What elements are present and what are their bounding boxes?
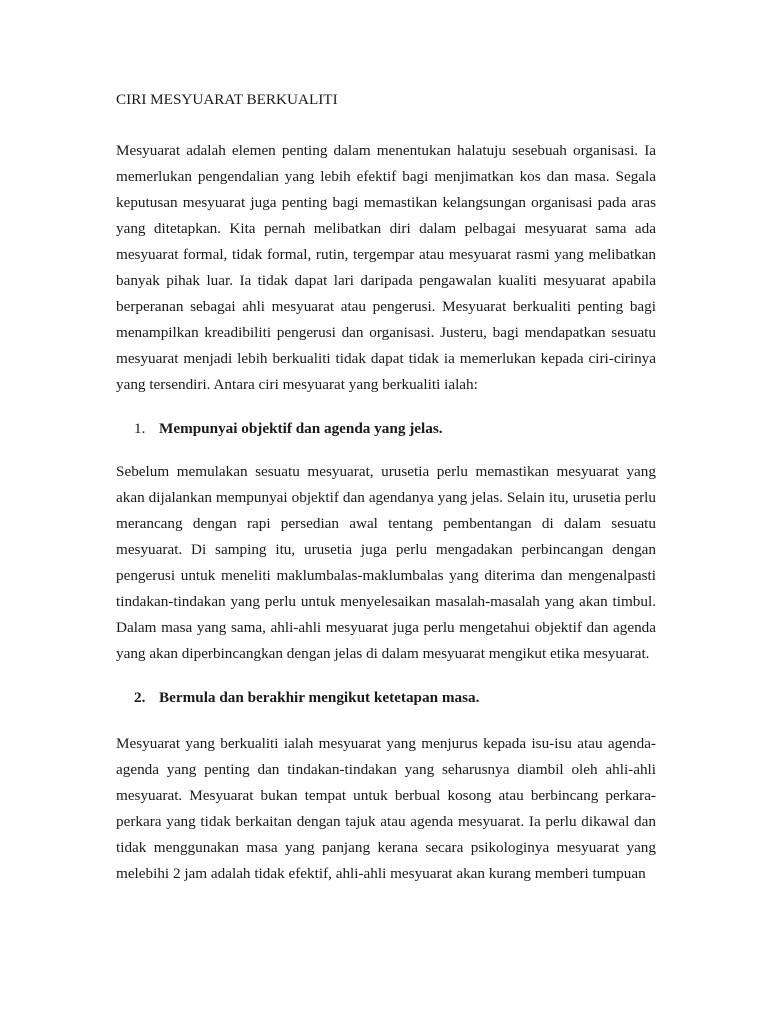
paragraph-text: Mesyuarat adalah elemen penting dalam menentukan halatuju sesebuah organisasi. Ia memerlukan pengendalian yang lebih efektif bagi menjimatkan kos dan masa. Segala keputusan mesyuarat juga penting bagi memastikan kelangsungan organisasi pada aras yang ditetapkan. Kita pernah melibatkan diri dalam pelbagai mesyuarat sama ada mesyuarat formal, tidak formal, rutin, tergempar atau mesyuarat rasmi yang melibatkan banyak pihak luar. Ia tidak dapat lari daripada pengawalan kualiti mesyuarat apabila berperanan sebagai ahli mesyuarat atau pengerusi. Mesyuarat berkualiti penting bagi menampilkan kreadibiliti pengerusi dan organisasi. Justeru, bagi mendapatkan sesuatu mesyuarat menjadi lebih berkualiti tidak dapat tidak ia memerlukan kepada ciri-cirinya yang tersendiri. Antara ciri mesyuarat yang berkualiti ialah: — [116, 142, 656, 393]
heading-text: Bermula dan berakhir mengikut ketetapan masa. — [159, 689, 480, 706]
paragraph-text: Mesyuarat yang berkualiti ialah mesyuarat yang menjurus kepada isu-isu atau agenda-agenda yang penting dan tindakan-tindakan yang seharusnya diambil oleh ahli-ahli mesyuarat. Mesyuarat bukan tempat untuk berbual kosong atau berbincang perkara-perkara yang tidak berkaitan dengan tajuk atau agenda mesyuarat. Ia perlu dikawal dan tidak menggunakan masa yang panjang kerana secara psikologinya mesyuarat yang melebihi 2 jam adalah tidak efektif, ahli-ahli mesyuarat akan kurang memberi tumpuan — [116, 735, 656, 882]
section-heading-2 — [134, 688, 479, 708]
heading-text: Mempunyai objektif dan agenda yang jelas. — [159, 420, 443, 437]
intro-paragraph — [116, 138, 656, 398]
section-heading-1 — [134, 419, 443, 439]
document-title: CIRI MESYUARAT BERKUALITI — [116, 91, 338, 108]
section-2-paragraph — [116, 731, 656, 887]
paragraph-text: Sebelum memulakan sesuatu mesyuarat, urusetia perlu memastikan mesyuarat yang akan dijalankan mempunyai objektif dan agendanya yang jelas. Selain itu, urusetia perlu merancang dengan rapi persedian awal tentang pembentangan di dalam sesuatu mesyuarat. Di samping itu, urusetia juga perlu mengadakan perbincangan dengan pengerusi untuk meneliti maklumbalas-maklumbalas yang diterima dan mengenalpasti tindakan-tindakan yang perlu untuk menyelesaikan masalah-masalah yang akan timbul. Dalam masa yang sama, ahli-ahli mesyuarat juga perlu mengetahui objektif dan agenda yang akan diperbincangkan dengan jelas di dalam mesyuarat mengikut etika mesyuarat. — [116, 463, 656, 662]
heading-number: 2. — [134, 689, 146, 706]
heading-number: 1. — [134, 420, 146, 437]
section-1-paragraph — [116, 459, 656, 667]
